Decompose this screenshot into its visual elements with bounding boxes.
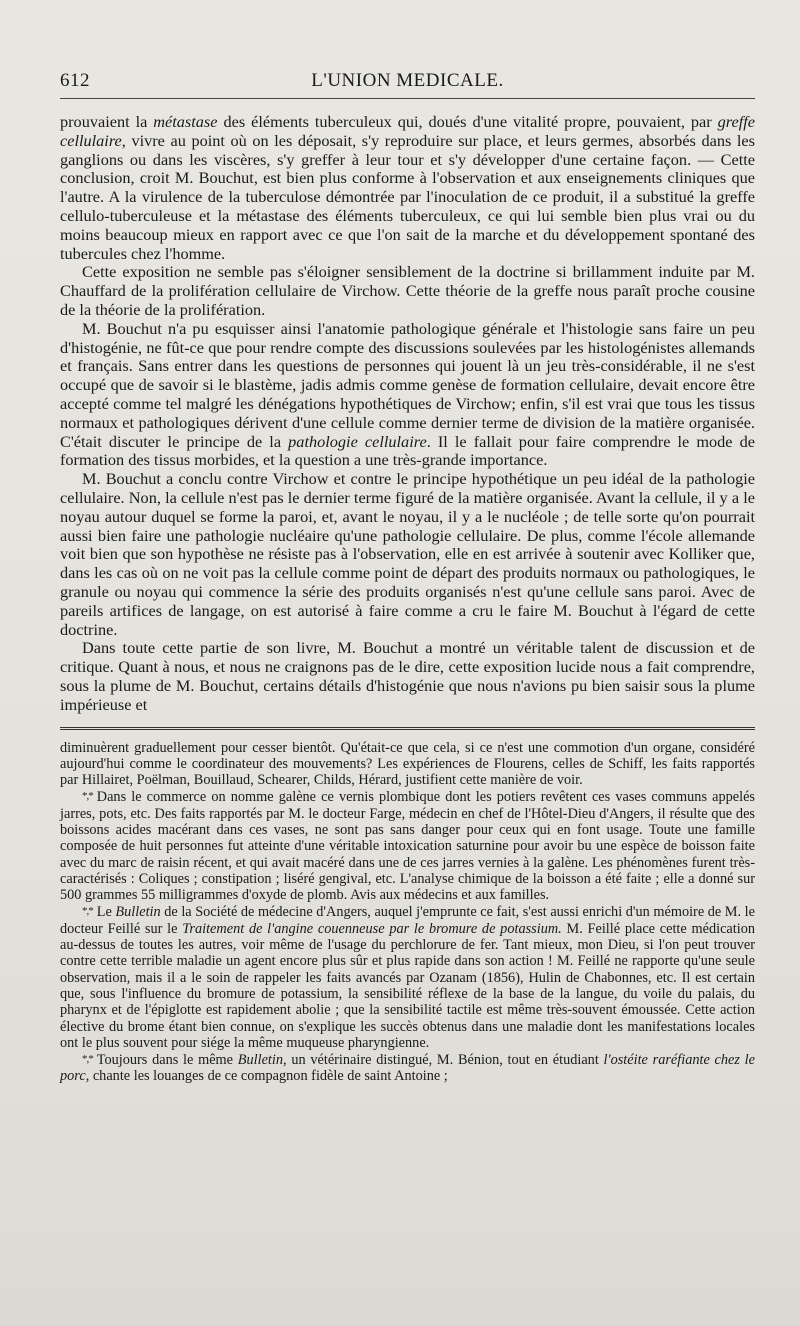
text-span: M. Feillé place cette médication au-dessus de toutes les autres, voir même de l'usage du perchlorure de fer. Tant mieux, mon Dieu, si l'on peut trouver contre cette terrible maladie un agent encore plus sûr et plus rapide dans son action ! M. Feillé ne rapporte qu'une seule observation, mais il a le soin de rappeler les faits avancés par Ozanam (1856), Hulin de Chabonnes, etc. Il est certain que, sous l'influence du bromure de potassium, la sensibilité réflexe de la base de la langue, du voile du palais, du pharynx et de l'épiglotte est rapidement abolie ; que la sensibilité tactile est même très-souvent émoussée. Cette action élective du brome étant bien connue, on s'explique les succès obtenus dans une maladie dont les manifestations locales ont le plus souvent pour siége la même muqueuse pharyngienne. (60, 920, 756, 1051)
paragraph-5: Dans toute cette partie de son livre, M. Bouchut a montré un véritable talent de discussion et de critique. Quant à nous, et nous ne craignons pas de le dire, cette exposition lucide nous a fait comprendre, sous la plume de M. Bouchut, certains détails d'histogénie que nous n'avions pu bien saisir sous la plume impérieuse et (60, 638, 755, 714)
notes-section (60, 740, 755, 1085)
notes-divider (60, 727, 755, 730)
note-3 (60, 903, 755, 1051)
italic-term: Traitement de l'angine couenneuse par le bromure de potassium. (182, 920, 562, 937)
text-span: , un vétérinaire distingué, M. Bénion, tout en étudiant (283, 1052, 604, 1069)
asterism: *,* (82, 790, 93, 803)
text-span: de la Société de médecine d'Angers, auquel j'emprunte ce fait, s'est aussi enrichi d'un mémoire de M. le docteur Feillé sur le (60, 904, 755, 937)
main-text (60, 113, 755, 715)
italic-term: Bulletin (115, 904, 161, 921)
italic-term: Bulletin (237, 1052, 284, 1069)
text-span: , vivre au point où on les déposait, s'y reproduire sur place, et leurs germes, absorbés dans les ganglions ou dans les viscères, s'y greffer à leur tour et s'y développer d'une certaine façon. — Cette conclusion, croit M. Bouchut, est bien plus conforme à l'observation et aux enseignements cliniques que l'autre. A la virulence de la tuberculose démontrée par l'inoculation de ce produit, il a substitué la greffe cellulo-tuberculeuse et la métastase des éléments tuberculeux, ce qui lui semble bien plus vrai ou du moins beaucoup mieux en rapport avec ce que l'on sait de la marche et du développement spontané des tubercules chez l'homme. (60, 130, 755, 263)
text-span: prouvaient la (60, 112, 154, 131)
text-span: . Il le fallait pour faire comprendre le mode de formation des tissus morbides, et la question a une très-grande importance. (60, 431, 755, 470)
page-header (60, 70, 755, 92)
text-span: , chante les louanges de ce compagnon fidèle de saint Antoine ; (85, 1068, 448, 1085)
italic-term: l'ostéite raréfiante chez le porc (60, 1052, 755, 1085)
paragraph-2: Cette exposition ne semble pas s'éloigner sensiblement de la doctrine si brillamment induite par M. Chauffard de la prolifération cellulaire de Virchow. Cette théorie de la greffe nous paraît proche cousine de la théorie de la prolifération. (60, 262, 755, 319)
text-span: Dans le commerce on nomme galène ce vernis plombique dont les potiers revêtent ces vases communs appelés jarres, pots, etc. Des faits rapportés par M. le docteur Farge, médecin en chef de l'Hôtel-Dieu d'Angers, il résulte que des boissons acides macérant dans ces vases, ne sont pas sans danger pour ceux qui en font usage. Toute une famille composée de huit personnes fut atteinte d'une véritable intoxication saturnine pour avoir bu une espèce de boisson faite avec du marc de raisin récent, et qui avait macéré dans une de ces jarres vernies à la galène. Les phénomènes furent très-caractérisés : Coliques ; constipation ; liséré gengival, etc. L'analyse chimique de la boisson a été faite ; elle a donné sur 500 grammes 55 milligrammes d'oxyde de plomb. Avis aux médecins et aux familles. (60, 789, 755, 904)
note-2 (60, 788, 755, 903)
paragraph-3 (60, 320, 755, 470)
paragraph-1 (60, 113, 755, 263)
italic-term: greffe cellulaire (60, 112, 755, 150)
note-4 (60, 1051, 755, 1085)
text-span: Toujours dans le même (96, 1052, 238, 1069)
italic-term: pathologie cellulaire (288, 431, 427, 451)
asterism: *,* (82, 1053, 93, 1066)
text-span: des éléments tuberculeux qui, doués d'une vitalité propre, pouvaient, par (217, 112, 718, 131)
page-number: 612 (60, 70, 90, 91)
note-1: diminuèrent graduellement pour cesser bientôt. Qu'était-ce que cela, si ce n'est une commotion d'un organe, considéré aujourd'hui comme le coordinateur des mouvements? Les expériences de Flourens, celles de Schiff, les faits rapportés par Hillairet, Poëlman, Bouillaud, Schearer, Childs, Hérard, justifient cette manière de voir. (60, 739, 755, 789)
running-head: L'UNION MEDICALE. (311, 70, 504, 91)
italic-term: métastase (153, 112, 218, 131)
asterism: *,* (82, 905, 93, 918)
header-rule (60, 98, 755, 99)
text-span: Le (96, 904, 116, 921)
text-span: M. Bouchut n'a pu esquisser ainsi l'anatomie pathologique générale et l'histologie sans faire un peu d'histogénie, ne fût-ce que pour rendre compte des discussions soulevées par les histologénistes allemands et français. Sans entrer dans les questions de personnes qui jouent là un jeu très-considérable, il ne s'est occupé que de savoir si le blastème, jadis admis comme genèse de formation cellulaire, devait encore être accepté comme tel malgré les dénégations hypothétiques de Virchow; enfin, s'il est vrai que tous les tissus normaux et pathologiques dérivent d'une cellule comme dernier terme de division de la matière organisée. C'était discuter le principe de la (60, 318, 755, 451)
paragraph-4: M. Bouchut a conclu contre Virchow et contre le principe hypothétique un peu idéal de la pathologie cellulaire. Non, la cellule n'est pas le dernier terme figuré de la matière organisée. Avant la cellule, il y a le noyau autour duquel se forme la paroi, et, avant le noyau, il y a le nucléole ; de telle sorte qu'on pourrait aussi bien faire une pathologie nucléaire qu'une pathologie cellulaire. De plus, comme l'école allemande voit bien que son hypothèse ne résiste pas à l'observation, elle en est arrivée à soutenir avec Kolliker que, dans les cas où on ne voit pas la cellule comme point de départ des produits normaux ou pathologiques, le granule ou noyau qui commence la série des produits organisés n'est qu'une cellule sans paroi. Avec de pareils artifices de langage, on est autorisé à faire comme a cru le faire M. Bouchut à l'égard de cette doctrine. (60, 469, 755, 639)
